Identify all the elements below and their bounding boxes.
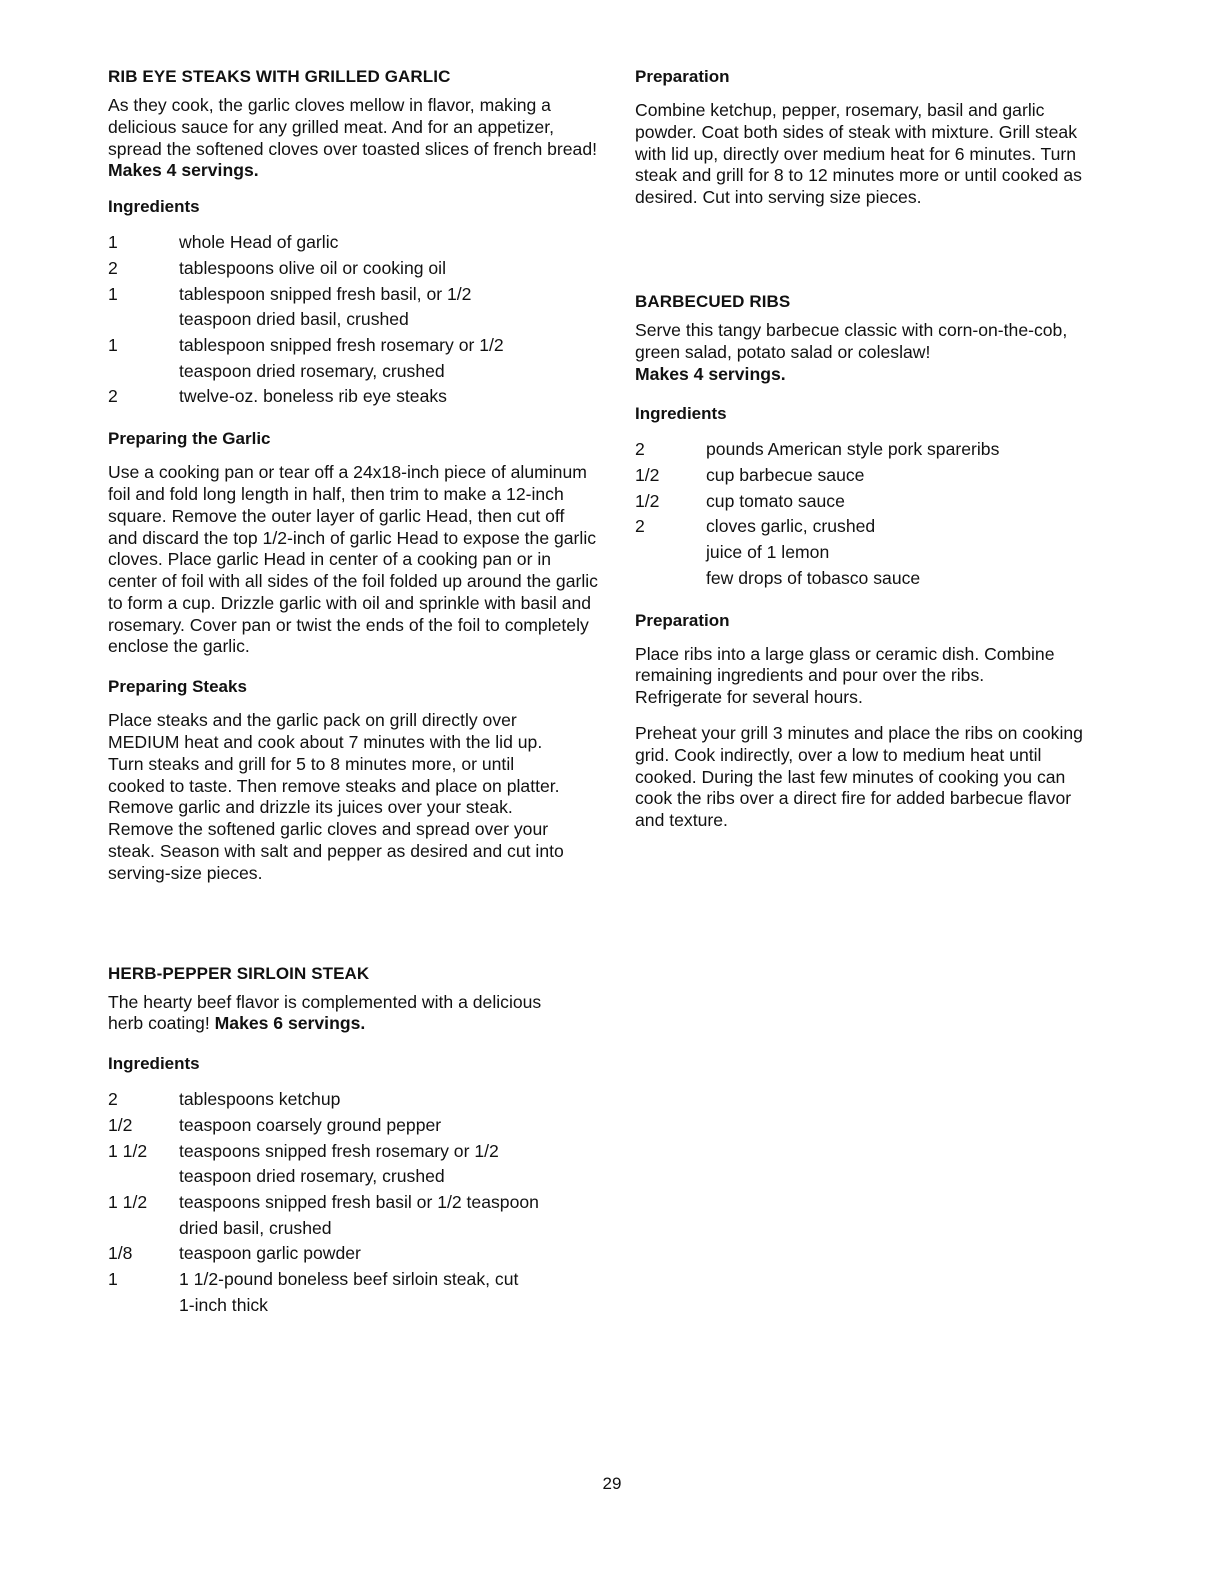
ingredient-qty: 1 1/2 — [108, 1192, 148, 1213]
ingredient-text: 1 1/2-pound boneless beef sirloin steak, cut 1-inch thick — [179, 1269, 519, 1315]
ingredient-qty — [635, 540, 706, 566]
ingredient-text: pounds American style pork spareribs — [706, 439, 1000, 460]
preparing-steaks-heading: Preparing Steaks — [108, 677, 247, 697]
intro-text: The hearty beef flavor is complemented with a delicious herb coating! — [108, 991, 542, 1034]
ingredients-list — [635, 437, 1115, 591]
section-gap — [108, 885, 598, 963]
recipe-herb-pepper-sirloin — [108, 963, 598, 1319]
ingredient-text: tablespoon snipped fresh basil, or 1/2 teaspoon dried basil, crushed — [179, 283, 472, 330]
recipe-title: BARBECUED RIBS — [635, 291, 791, 311]
ingredient-row — [635, 437, 1115, 463]
ingredient-qty: 1/2 — [108, 1114, 133, 1135]
ingredients-list — [108, 1087, 598, 1318]
ingredient-row — [635, 489, 1115, 515]
ingredient-text: cloves garlic, crushed — [706, 516, 876, 537]
ingredient-qty: 2 — [108, 257, 118, 278]
recipe-rib-eye-steaks — [108, 66, 598, 885]
ingredient-row — [108, 1267, 598, 1318]
ingredients-heading: Ingredients — [108, 1054, 200, 1074]
ingredient-text: tablespoons ketchup — [179, 1089, 341, 1110]
recipe-intro — [108, 95, 598, 182]
ingredient-row — [108, 1190, 598, 1241]
ingredient-qty: 1 — [108, 335, 118, 355]
ingredient-row — [635, 566, 1115, 592]
ingredient-qty: 2 — [635, 439, 645, 460]
right-column — [635, 66, 1115, 832]
servings-text: Makes 4 servings. — [108, 160, 259, 181]
preparing-garlic-heading: Preparing the Garlic — [108, 429, 271, 449]
ingredient-qty — [635, 566, 706, 592]
ingredient-text: tablespoon snipped fresh rosemary or 1/2 teaspoon dried rosemary, crushed — [179, 335, 504, 381]
left-column — [108, 66, 598, 1319]
recipe-title: HERB-PEPPER SIRLOIN STEAK — [108, 963, 370, 983]
ingredient-row — [108, 256, 598, 282]
ingredient-text: juice of 1 lemon — [706, 542, 830, 563]
servings-text: Makes 4 servings. — [635, 363, 786, 384]
ingredient-text: few drops of tobasco sauce — [706, 567, 921, 588]
ingredient-text: teaspoons snipped fresh basil or 1/2 teaspoon dried basil, crushed — [179, 1192, 539, 1238]
ingredient-row — [108, 1241, 598, 1267]
recipe-title: RIB EYE STEAKS WITH GRILLED GARLIC — [108, 67, 451, 86]
servings-text: Makes 6 servings. — [214, 1013, 366, 1034]
ingredient-row — [635, 463, 1115, 489]
ingredient-text: cup tomato sauce — [706, 490, 845, 511]
recipe-intro — [635, 320, 1085, 385]
preparation-text: Combine ketchup, pepper, rosemary, basil and garlic powder. Coat both sides of steak with mixture. Grill steak with lid up, directly over medium heat for 6 minutes. Turn steak and grill for 8 to 12 minutes more or until cooked as desired. Cut into serving size pieces. — [635, 100, 1082, 208]
recipe-intro — [108, 992, 558, 1036]
ingredient-text: teaspoon coarsely ground pepper — [179, 1114, 442, 1135]
ingredients-heading: Ingredients — [635, 404, 727, 424]
ingredients-list — [108, 230, 598, 410]
ingredient-qty: 1/2 — [635, 490, 660, 511]
ingredient-row — [635, 540, 1115, 566]
ingredient-text: cup barbecue sauce — [706, 465, 865, 486]
ingredient-qty: 2 — [108, 1089, 118, 1110]
ingredient-row — [108, 230, 598, 256]
preparation-heading: Preparation — [635, 610, 730, 630]
ingredient-text: teaspoon garlic powder — [179, 1243, 361, 1264]
ingredient-row — [108, 1113, 598, 1139]
ingredient-row — [108, 333, 598, 384]
preparation-text: Place ribs into a large glass or ceramic dish. Combine remaining ingredients and pour over the ribs. Refrigerate for several hours. — [635, 643, 1055, 708]
ingredient-row — [108, 1139, 598, 1190]
ingredient-qty: 1 — [108, 232, 118, 253]
ingredients-heading: Ingredients — [108, 197, 200, 217]
preparation-heading: Preparation — [635, 67, 730, 86]
ingredient-qty: 2 — [635, 516, 645, 537]
preparing-steaks-text: Place steaks and the garlic pack on grill directly over MEDIUM heat and cook about 7 minutes with the lid up. Turn steaks and grill for 5 to 8 minutes more, or until cooked to taste. Then remove steaks and place on platter. Remove garlic and drizzle its juices over your steak. Remove the softened garlic cloves and spread over your steak. Season with salt and pepper as desired and cut into serving-size pieces. — [108, 710, 564, 883]
ingredient-qty: 1/2 — [635, 465, 660, 486]
ingredient-qty: 1 — [108, 283, 118, 304]
ingredient-text: tablespoons olive oil or cooking oil — [179, 257, 446, 278]
ingredient-qty: 2 — [108, 386, 118, 407]
herb-pepper-preparation — [635, 66, 1115, 209]
ingredient-row — [635, 514, 1115, 540]
ingredient-row — [108, 1087, 598, 1113]
preparing-garlic-text: Use a cooking pan or tear off a 24x18-inch piece of aluminum foil and fold long length in half, then trim to make a 12-inch square. Remove the outer layer of garlic Head, then cut off and discard the top 1/2-inch of garlic Head to expose the garlic cloves. Place garlic Head in center of a cooking pan or in center of foil with all sides of the foil folded up around the garlic to form a cup. Drizzle garlic with oil and sprinkle with basil and rosemary. Cover pan or twist the ends of the foil to completely enclose the garlic. — [108, 462, 598, 657]
ingredient-qty: 1 1/2 — [108, 1140, 148, 1161]
ingredient-text: teaspoons snipped fresh rosemary or 1/2 teaspoon dried rosemary, crushed — [179, 1140, 499, 1187]
ingredient-text: whole Head of garlic — [179, 232, 339, 253]
intro-text: As they cook, the garlic cloves mellow in flavor, making a delicious sauce for any grilled meat. And for an appetizer, spread the softened cloves over toasted slices of french bread! — [108, 95, 597, 159]
ingredient-text: twelve-oz. boneless rib eye steaks — [179, 386, 447, 407]
ingredient-qty: 1 — [108, 1269, 118, 1290]
preparation-text-2: Preheat your grill 3 minutes and place the ribs on cooking grid. Cook indirectly, over a low to medium heat until cooked. During the last few minutes of cooking you can cook the ribs over a direct fire for added barbecue flavor and texture. — [635, 722, 1083, 831]
ingredient-qty: 1/8 — [108, 1243, 133, 1264]
section-gap — [635, 209, 1115, 291]
intro-text: Serve this tangy barbecue classic with corn-on-the-cob, green salad, potato salad or coleslaw! — [635, 319, 1068, 362]
page-number: 29 — [602, 1474, 622, 1493]
recipe-barbecued-ribs — [635, 291, 1115, 832]
paragraph-gap — [635, 709, 1115, 723]
ingredient-row — [108, 384, 598, 410]
ingredient-row — [108, 282, 598, 333]
